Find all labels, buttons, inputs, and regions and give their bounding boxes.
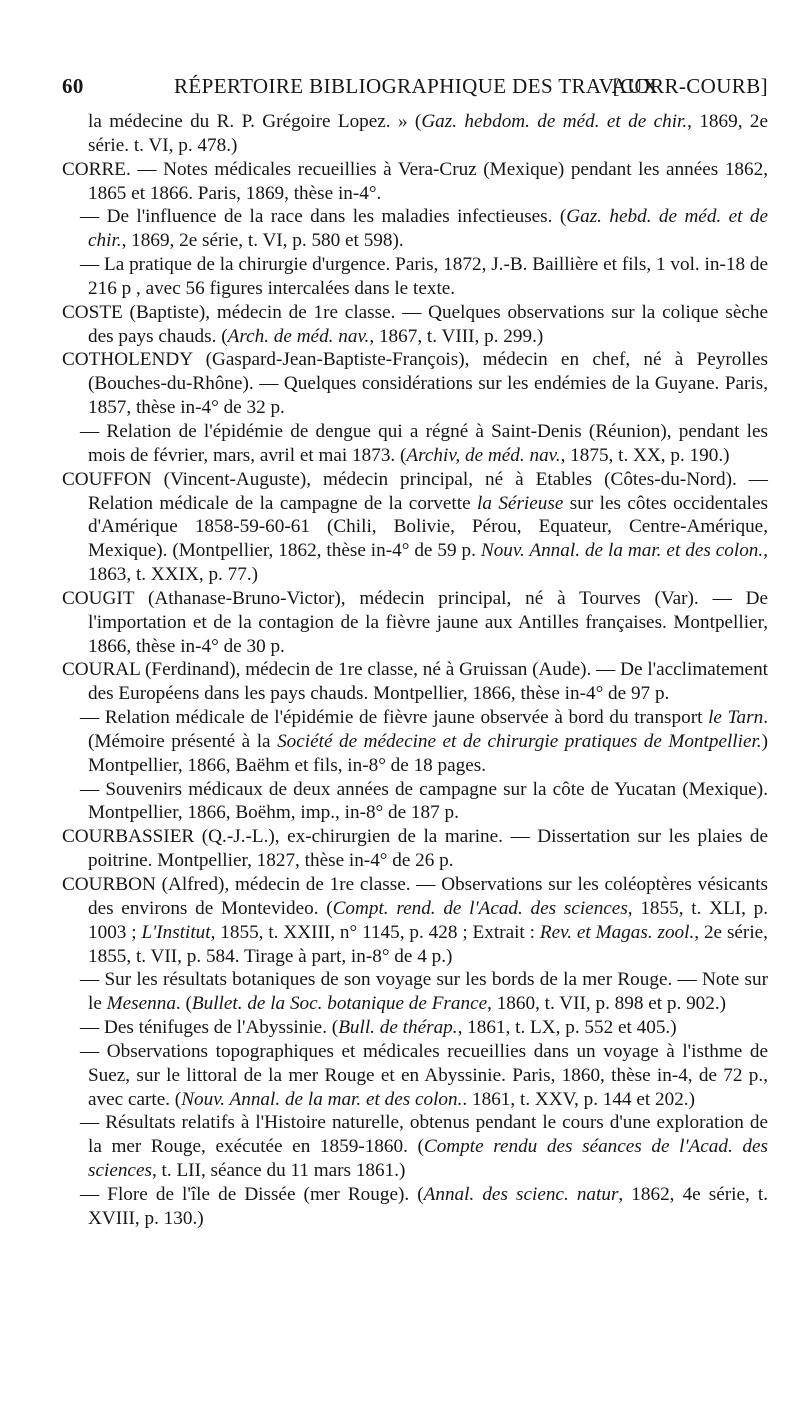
- bibliography-entry: [62, 873, 768, 968]
- entry-citation: Bullet. de la Soc. botanique de France: [191, 993, 488, 1015]
- entry-text: — Observations topographiques et médicales recueillies dans un voyage à l'isthme de Suez, sur le littoral de la mer Rouge et en Abyssinie. Paris, 1860, thèse in-4, de 72 p., avec carte. (: [80, 1040, 768, 1110]
- entry-citation: Nouv. Annal. de la mar. et des colon.: [480, 540, 764, 562]
- bibliography-entry: [62, 468, 768, 587]
- entry-text: la médecine du R. P. Grégoire Lopez. » (: [88, 111, 422, 132]
- entry-citation: Gaz. hebd. de méd. et de chir.: [88, 206, 768, 252]
- page-number: 60: [62, 74, 84, 98]
- entry-citation: Société de médecine et de chirurgie pratiques de Montpellier.: [277, 730, 762, 752]
- entry-text: — La pratique de la chirurgie d'urgence. Paris, 1872, J.-B. Baillière et fils, 1 vol. in-18 de 216 p , avec 56 figures intercalées dans le texte.: [80, 254, 768, 299]
- entry-range: [CORR-COURB]: [612, 74, 768, 98]
- bibliography-entry: [62, 587, 768, 659]
- entry-citation: L'Institut: [141, 921, 211, 943]
- entry-text: , 1867, t. VIII, p. 299.): [369, 325, 544, 347]
- entry-citation: Archiv, de méd. nav.: [406, 444, 561, 466]
- entry-text: — Relation de l'épidémie de dengue qui a régné à Saint-Denis (Réunion), pendant les mois de février, mars, avril et mai 1873. (: [80, 420, 768, 466]
- entry-text: COURAL (Ferdinand), médecin de 1re classe, né à Gruissan (Aude). — De l'acclimatement des Européens dans les pays chauds. Montpellier, 1866, thèse in-4° de 97 p.: [62, 659, 768, 705]
- bibliography-entry: [62, 778, 768, 826]
- entry-text: — Flore de l'île de Dissée (mer Rouge). (: [80, 1183, 424, 1205]
- entry-text: . 1861, t. XXV, p. 144 et 202.): [462, 1088, 695, 1110]
- entry-text: COUGIT (Athanase-Bruno-Victor), médecin principal, né à Tourves (Var). — De l'importation et de la contagion de la fièvre jaune aux Antilles françaises. Montpellier, 1866, thèse in-4° de 30 p.: [62, 587, 768, 657]
- bibliography-entry: [62, 1016, 768, 1040]
- entry-text: , 1855, t. XLI, p. 1003 ;: [88, 897, 768, 943]
- bibliography-entry: [62, 348, 768, 420]
- running-header: [62, 74, 768, 102]
- entry-text: sur les côtes occidentales d'Amérique 1858-59-60-61 (Chili, Bolivie, Pérou, Equateur, Centre-Amérique, Mexique). (Montpellier, 1862, thèse in-4° de 59 p.: [88, 492, 768, 562]
- entry-citation: la Sérieuse: [477, 492, 564, 514]
- entry-text: , 1855, t. XXIII, n° 1145, p. 428 ; Extrait :: [210, 921, 540, 943]
- entry-text: . (Mémoire présenté à la: [88, 707, 768, 752]
- entry-text: , 2e série, 1855, t. VII, p. 584. Tirage à part, in-8° de 4 p.): [88, 921, 768, 967]
- entry-citation: Bull. de thérap.: [338, 1017, 458, 1039]
- entry-citation: le Tarn: [708, 707, 764, 729]
- bibliography-entry: [62, 968, 768, 1016]
- entry-citation: Rev. et Magas. zool.: [539, 921, 695, 943]
- entry-text: — Souvenirs médicaux de deux années de campagne sur la côte de Yucatan (Mexique). Montpellier, 1866, Boëhm, imp., in-8° de 187 p.: [80, 778, 768, 824]
- entry-text: — Résultats relatifs à l'Histoire naturelle, obtenus pendant le cours d'une exploration de la mer Rouge, exécutée en 1859-1860. (: [80, 1112, 768, 1158]
- entry-citation: Arch. de méd. nav.: [227, 325, 370, 347]
- bibliography-entry: [62, 1183, 768, 1231]
- bibliography-entry: [62, 825, 768, 873]
- bibliography-entry: [62, 253, 768, 301]
- entry-citation: Mesenna: [106, 993, 176, 1015]
- running-title: RÉPERTOIRE BIBLIOGRAPHIQUE DES TRAVAUX: [174, 74, 659, 98]
- bibliography-entry: [62, 110, 768, 158]
- entry-text: , 1875, t. XX, p. 190.): [560, 444, 730, 466]
- entry-text: , 1869, 2e série, t. VI, p. 580 et 598).: [121, 230, 404, 252]
- entry-text: COTHOLENDY (Gaspard-Jean-Baptiste-François), médecin en chef, né à Peyrolles (Bouches-du-Rhône). — Quelques considérations sur les endémies de la Guyane. Paris, 1857, thèse in-4° de 32 p.: [62, 349, 768, 419]
- entry-text: — Sur les résultats botaniques de son voyage sur les bords de la mer Rouge. — Note sur le: [80, 969, 768, 1015]
- entry-text: . (: [175, 993, 192, 1015]
- entry-text: COURBASSIER (Q.-J.-L.), ex-chirurgien de la marine. — Dissertation sur les plaies de poitrine. Montpellier, 1827, thèse in-4° de 26 p.: [62, 826, 768, 872]
- entry-text: , 1869, 2e série. t. VI, p. 478.): [88, 111, 768, 156]
- entry-citation: Compt. rend. de l'Acad. des sciences: [332, 897, 628, 919]
- entry-text: — Relation médicale de l'épidémie de fièvre jaune observée à bord du transport: [80, 707, 709, 729]
- bibliography-entry: [62, 158, 768, 206]
- entry-text: , 1860, t. VII, p. 898 et p. 902.): [487, 993, 727, 1015]
- bibliography-entry: [62, 706, 768, 778]
- entries-list: [62, 110, 768, 1231]
- entry-text: ) Montpellier, 1866, Baëhm et fils, in-8° de 18 pages.: [88, 730, 768, 776]
- entry-text: COSTE (Baptiste), médecin de 1re classe. — Quelques observations sur la colique sèche des pays chauds. (: [62, 301, 768, 347]
- entry-text: COUFFON (Vincent-Auguste), médecin principal, né à Etables (Côtes-du-Nord). — Relation médicale de la campagne de la corvette: [62, 468, 768, 514]
- bibliography-entry: [62, 1040, 768, 1112]
- bibliography-entry: [62, 1111, 768, 1183]
- entry-text: , 1861, t. LX, p. 552 et 405.): [457, 1017, 677, 1039]
- bibliography-entry: [62, 658, 768, 706]
- entry-citation: Gaz. hebdom. de méd. et de chir.: [421, 111, 688, 132]
- entry-text: , 1863, t. XXIX, p. 77.): [88, 540, 768, 586]
- entry-text: COURBON (Alfred), médecin de 1re classe. — Observations sur les coléoptères vésicants des environs de Montevideo. (: [62, 874, 768, 919]
- entry-text: — Des ténifuges de l'Abyssinie. (: [80, 1017, 339, 1039]
- entry-citation: Nouv. Annal. de la mar. et des colon.: [181, 1088, 463, 1110]
- entry-text: — De l'influence de la race dans les maladies infectieuses. (: [80, 206, 567, 228]
- bibliography-entry: [62, 205, 768, 253]
- entry-text: , 1862, 4e série, t. XVIII, p. 130.): [88, 1183, 768, 1229]
- bibliography-entry: [62, 301, 768, 349]
- entry-citation: Annal. des scienc. natur: [423, 1183, 619, 1205]
- bibliography-entry: [62, 420, 768, 468]
- entry-citation: Compte rendu des séances de l'Acad. des sciences: [88, 1136, 768, 1182]
- entry-text: , t. LII, séance du 11 mars 1861.): [151, 1160, 406, 1182]
- entry-text: CORRE. — Notes médicales recueillies à Vera-Cruz (Mexique) pendant les années 1862, 1865 et 1866. Paris, 1869, thèse in-4°.: [62, 158, 768, 204]
